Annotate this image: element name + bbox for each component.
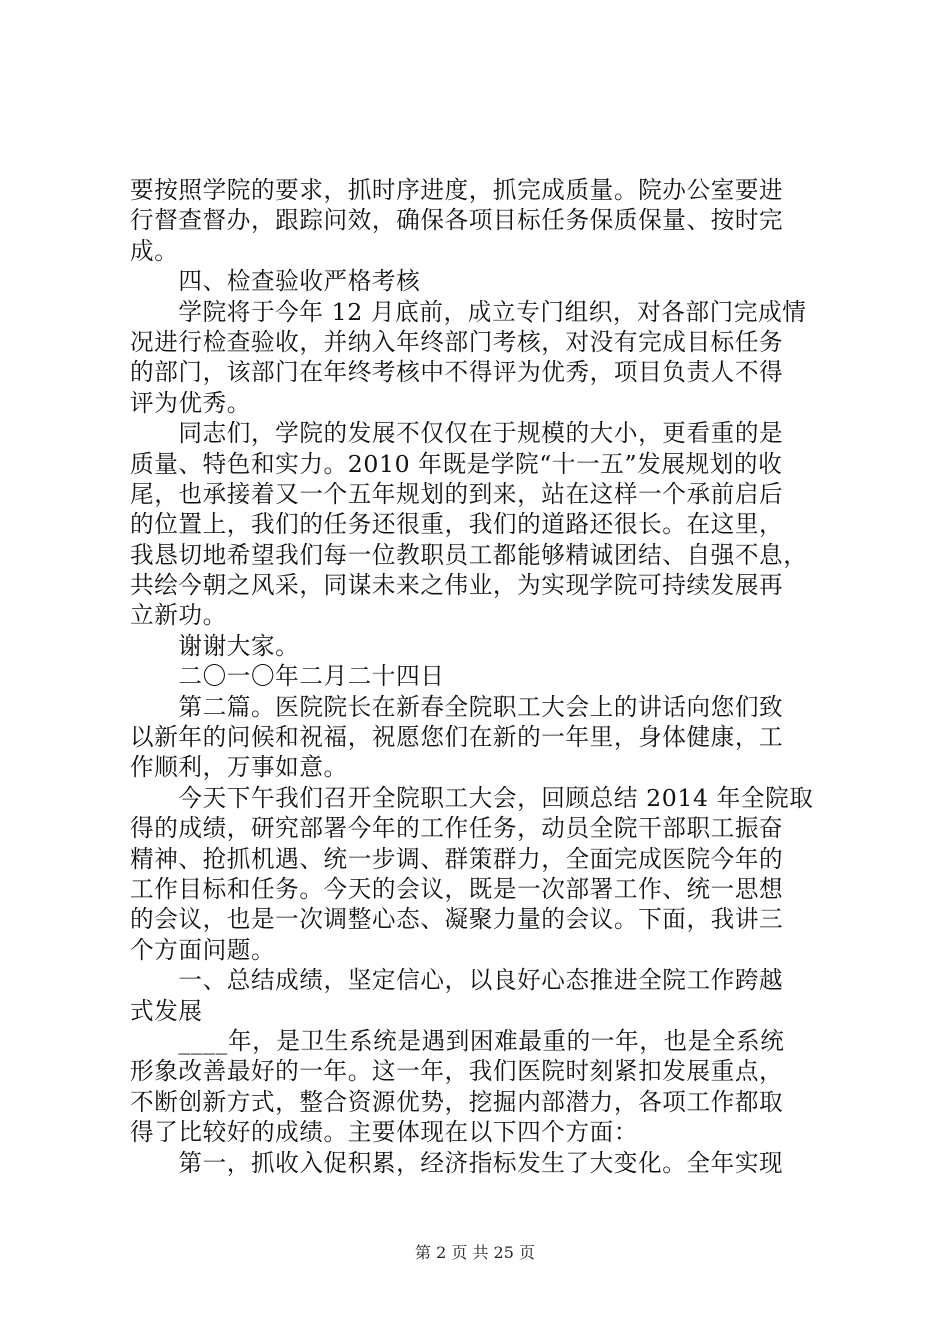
text-line: 要按照学院的要求，抓时序进度，抓完成质量。院办公室要进 — [130, 176, 784, 204]
text-line: 尾，也承接着又一个五年规划的到来，站在这样一个承前启后 — [130, 479, 784, 508]
text-line: 成。 — [130, 236, 179, 265]
text-line: 以新年的问候和祝福，祝愿您们在新的一年里，身体健康，工 — [130, 723, 784, 752]
text-line: 不断创新方式，整合资源优势，挖掘内部潜力，各项工作都取 — [130, 1087, 784, 1116]
text-line: 的位置上，我们的任务还很重，我们的道路还很长。在这里， — [130, 510, 784, 539]
text-line: 立新功。 — [130, 601, 227, 630]
text-line: 质量、特色和实力。2010 年既是学院“十一五”发展规划的收 — [130, 449, 783, 478]
text-line: 同志们，学院的发展不仅仅在于规模的大小，更看重的是 — [130, 419, 784, 448]
text-line: 评为优秀。 — [130, 388, 251, 417]
text-line: 共绘今朝之风采，同谋未来之伟业，为实现学院可持续发展再 — [130, 571, 784, 600]
text-line: 作顺利，万事如意。 — [130, 753, 348, 782]
section-heading: 四、检查验收严格考核 — [130, 267, 421, 296]
page-footer — [0, 1240, 950, 1263]
text-line: 第一，抓收入促积累，经济指标发生了大变化。全年实现 — [130, 1148, 784, 1177]
text-line: 精神、抢抓机遇、统一步调、群策群力，全面完成医院今年的 — [130, 844, 784, 873]
text-line: 今天下午我们召开全院职工大会，回顾总结 2014 年全院取 — [130, 783, 814, 812]
text-line: 的部门，该部门在年终考核中不得评为优秀，项目负责人不得 — [130, 358, 784, 387]
date-line: 二〇一〇年二月二十四日 — [130, 662, 445, 691]
text-line: ____年，是卫生系统是遇到困难最重的一年，也是全系统 — [130, 1026, 785, 1055]
text-line: 得了比较好的成绩。主要体现在以下四个方面： — [130, 1118, 639, 1147]
text-line: 我恳切地希望我们每一位教职员工都能够精诚团结、自强不息， — [130, 540, 808, 569]
text-line: 行督查督办，跟踪问效，确保各项目标任务保质保量、按时完 — [130, 206, 784, 235]
text-line: 况进行检查验收，并纳入年终部门考核，对没有完成目标任务 — [130, 327, 784, 356]
page-number: 第 2 页 共 25 页 — [415, 1243, 535, 1262]
text-line: 工作目标和任务。今天的会议，既是一次部署工作、统一思想 — [130, 874, 784, 903]
closing-line: 谢谢大家。 — [130, 631, 300, 660]
text-line: 学院将于今年 12 月底前，成立专门组织，对各部门完成情 — [130, 297, 807, 326]
body-text — [130, 175, 840, 1178]
text-line: 形象改善最好的一年。这一年，我们医院时刻紧扣发展重点， — [130, 1057, 784, 1086]
text-line: 得的成绩，研究部署今年的工作任务，动员全院干部职工振奋 — [130, 814, 784, 843]
text-line: 的会议，也是一次调整心态、凝聚力量的会议。下面，我讲三 — [130, 905, 784, 934]
section-heading: 一、总结成绩，坚定信心，以良好心态推进全院工作跨越 — [130, 966, 784, 995]
text-line: 第二篇。医院院长在新春全院职工大会上的讲话向您们致 — [130, 692, 784, 721]
text-line: 个方面问题。 — [130, 935, 276, 964]
section-heading: 式发展 — [130, 996, 203, 1025]
